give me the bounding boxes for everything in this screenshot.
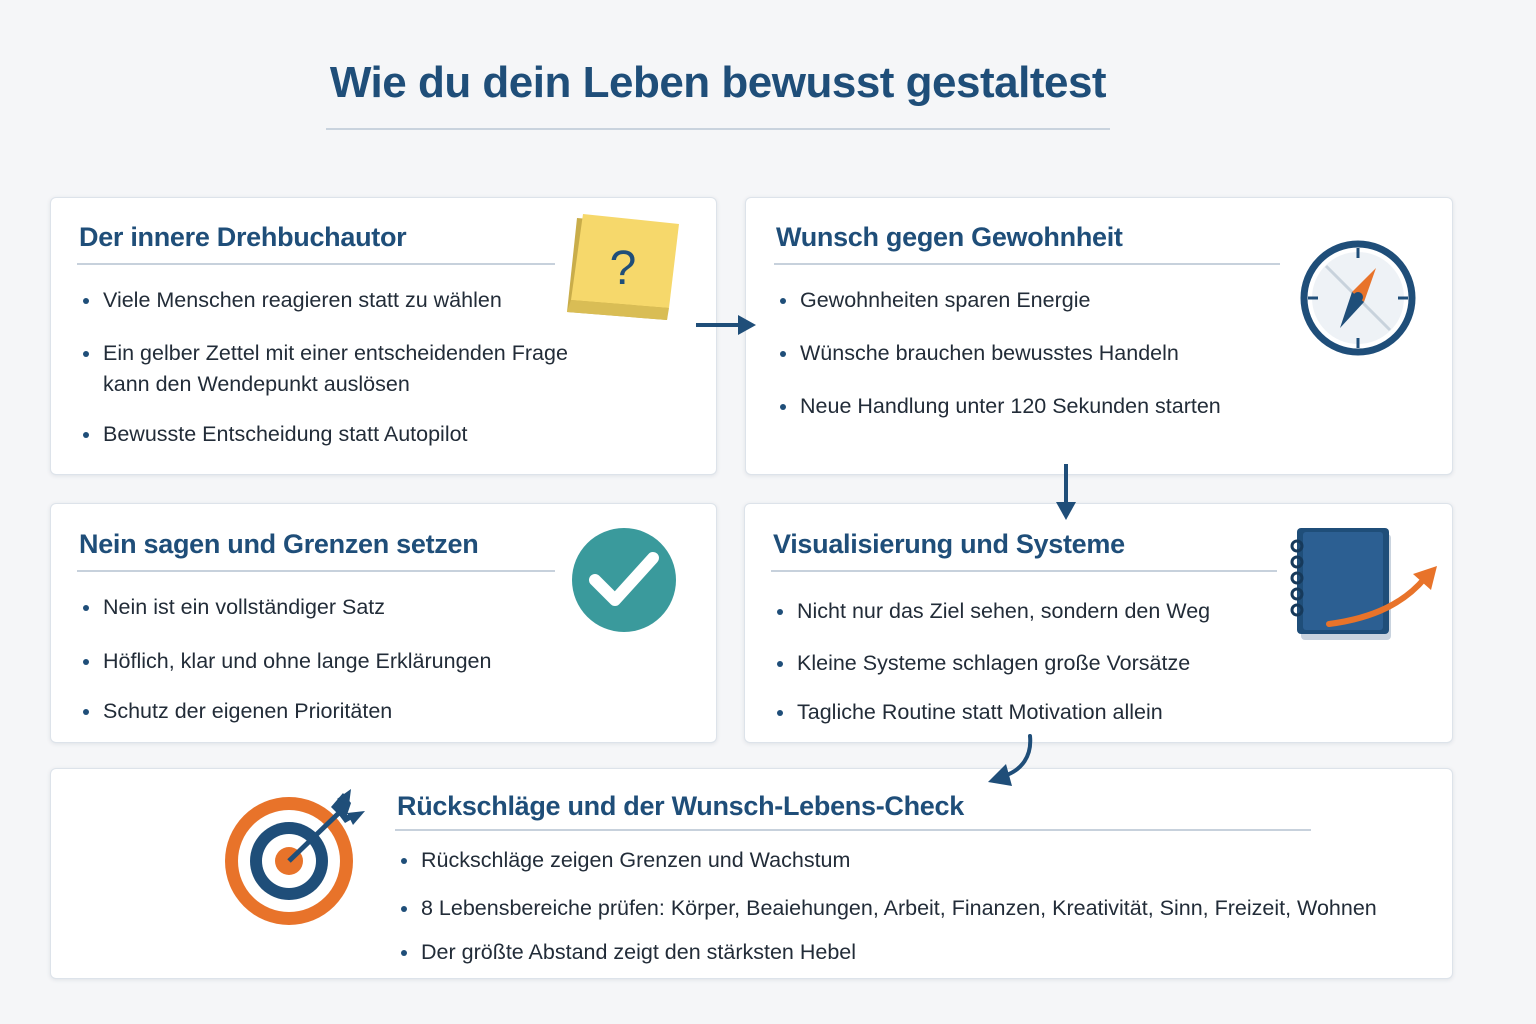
bullet-list (773, 596, 1210, 728)
card-divider (771, 570, 1277, 572)
list-item-continuation: kann den Wendepunkt auslösen (103, 372, 410, 396)
svg-text:?: ? (609, 242, 637, 295)
card-wish-vs-habit (745, 197, 1453, 475)
page-title: Wie du dein Leben bewusst gestaltest (329, 58, 1107, 107)
card-heading: Nein sagen und Grenzen setzen (79, 529, 479, 559)
list-item: Tagliche Routine statt Motivation allein (773, 697, 1210, 728)
arrow-down-connector (1050, 462, 1082, 524)
card-inner-screenwriter (50, 197, 717, 475)
card-heading: Visualisierung und Systeme (773, 529, 1125, 559)
checkmark-circle-icon (569, 524, 679, 634)
bullet-list (776, 285, 1221, 422)
card-setbacks-check (50, 768, 1453, 979)
list-item: Rückschläge zeigen Grenzen und Wachstum (397, 845, 1377, 876)
card-visualization-systems (744, 503, 1453, 743)
list-item: Viele Menschen reagieren statt zu wählen (79, 285, 568, 316)
list-item: Der größte Abstand zeigt den stärksten Hebel (397, 937, 1377, 968)
arrow-curved-connector (984, 732, 1044, 790)
card-divider (774, 263, 1280, 265)
list-item: Gewohnheiten sparen Energie (776, 285, 1221, 316)
list-item: Wünsche brauchen bewusstes Handeln (776, 338, 1221, 369)
compass-icon (1298, 238, 1418, 358)
bullet-list (397, 845, 1377, 968)
list-item: Schutz der eigenen Prioritäten (79, 696, 491, 727)
list-item: Höflich, klar und ohne lange Erklärungen (79, 646, 491, 677)
list-item: Bewusste Entscheidung statt Autopilot (79, 419, 568, 450)
card-divider (77, 570, 555, 572)
list-item: 8 Lebensbereiche prüfen: Körper, Beaiehungen, Arbeit, Finanzen, Kreativität, Sinn, Freizeit, Wohnen (397, 893, 1377, 924)
list-item: Kleine Systeme schlagen große Vorsätze (773, 648, 1210, 679)
sticky-note-question-icon (563, 212, 683, 322)
list-item: Nicht nur das Ziel sehen, sondern den Weg (773, 596, 1210, 627)
list-item: Nein ist ein vollständiger Satz (79, 592, 491, 623)
bullet-list (79, 285, 568, 450)
list-item: Neue Handlung unter 120 Sekunden starten (776, 391, 1221, 422)
arrow-right-connector (694, 310, 760, 340)
card-heading: Rückschläge und der Wunsch-Lebens-Check (397, 791, 964, 821)
card-divider (77, 263, 555, 265)
target-arrow-icon (219, 785, 369, 929)
card-heading: Der innere Drehbuchautor (79, 222, 407, 252)
list-item: Ein gelber Zettel mit einer entscheidenden Frage (79, 338, 568, 369)
card-say-no (50, 503, 717, 743)
bullet-list (79, 592, 491, 727)
title-divider (326, 128, 1110, 130)
notebook-trend-icon (1285, 522, 1445, 646)
card-divider (395, 829, 1311, 831)
card-heading: Wunsch gegen Gewohnheit (776, 222, 1123, 252)
